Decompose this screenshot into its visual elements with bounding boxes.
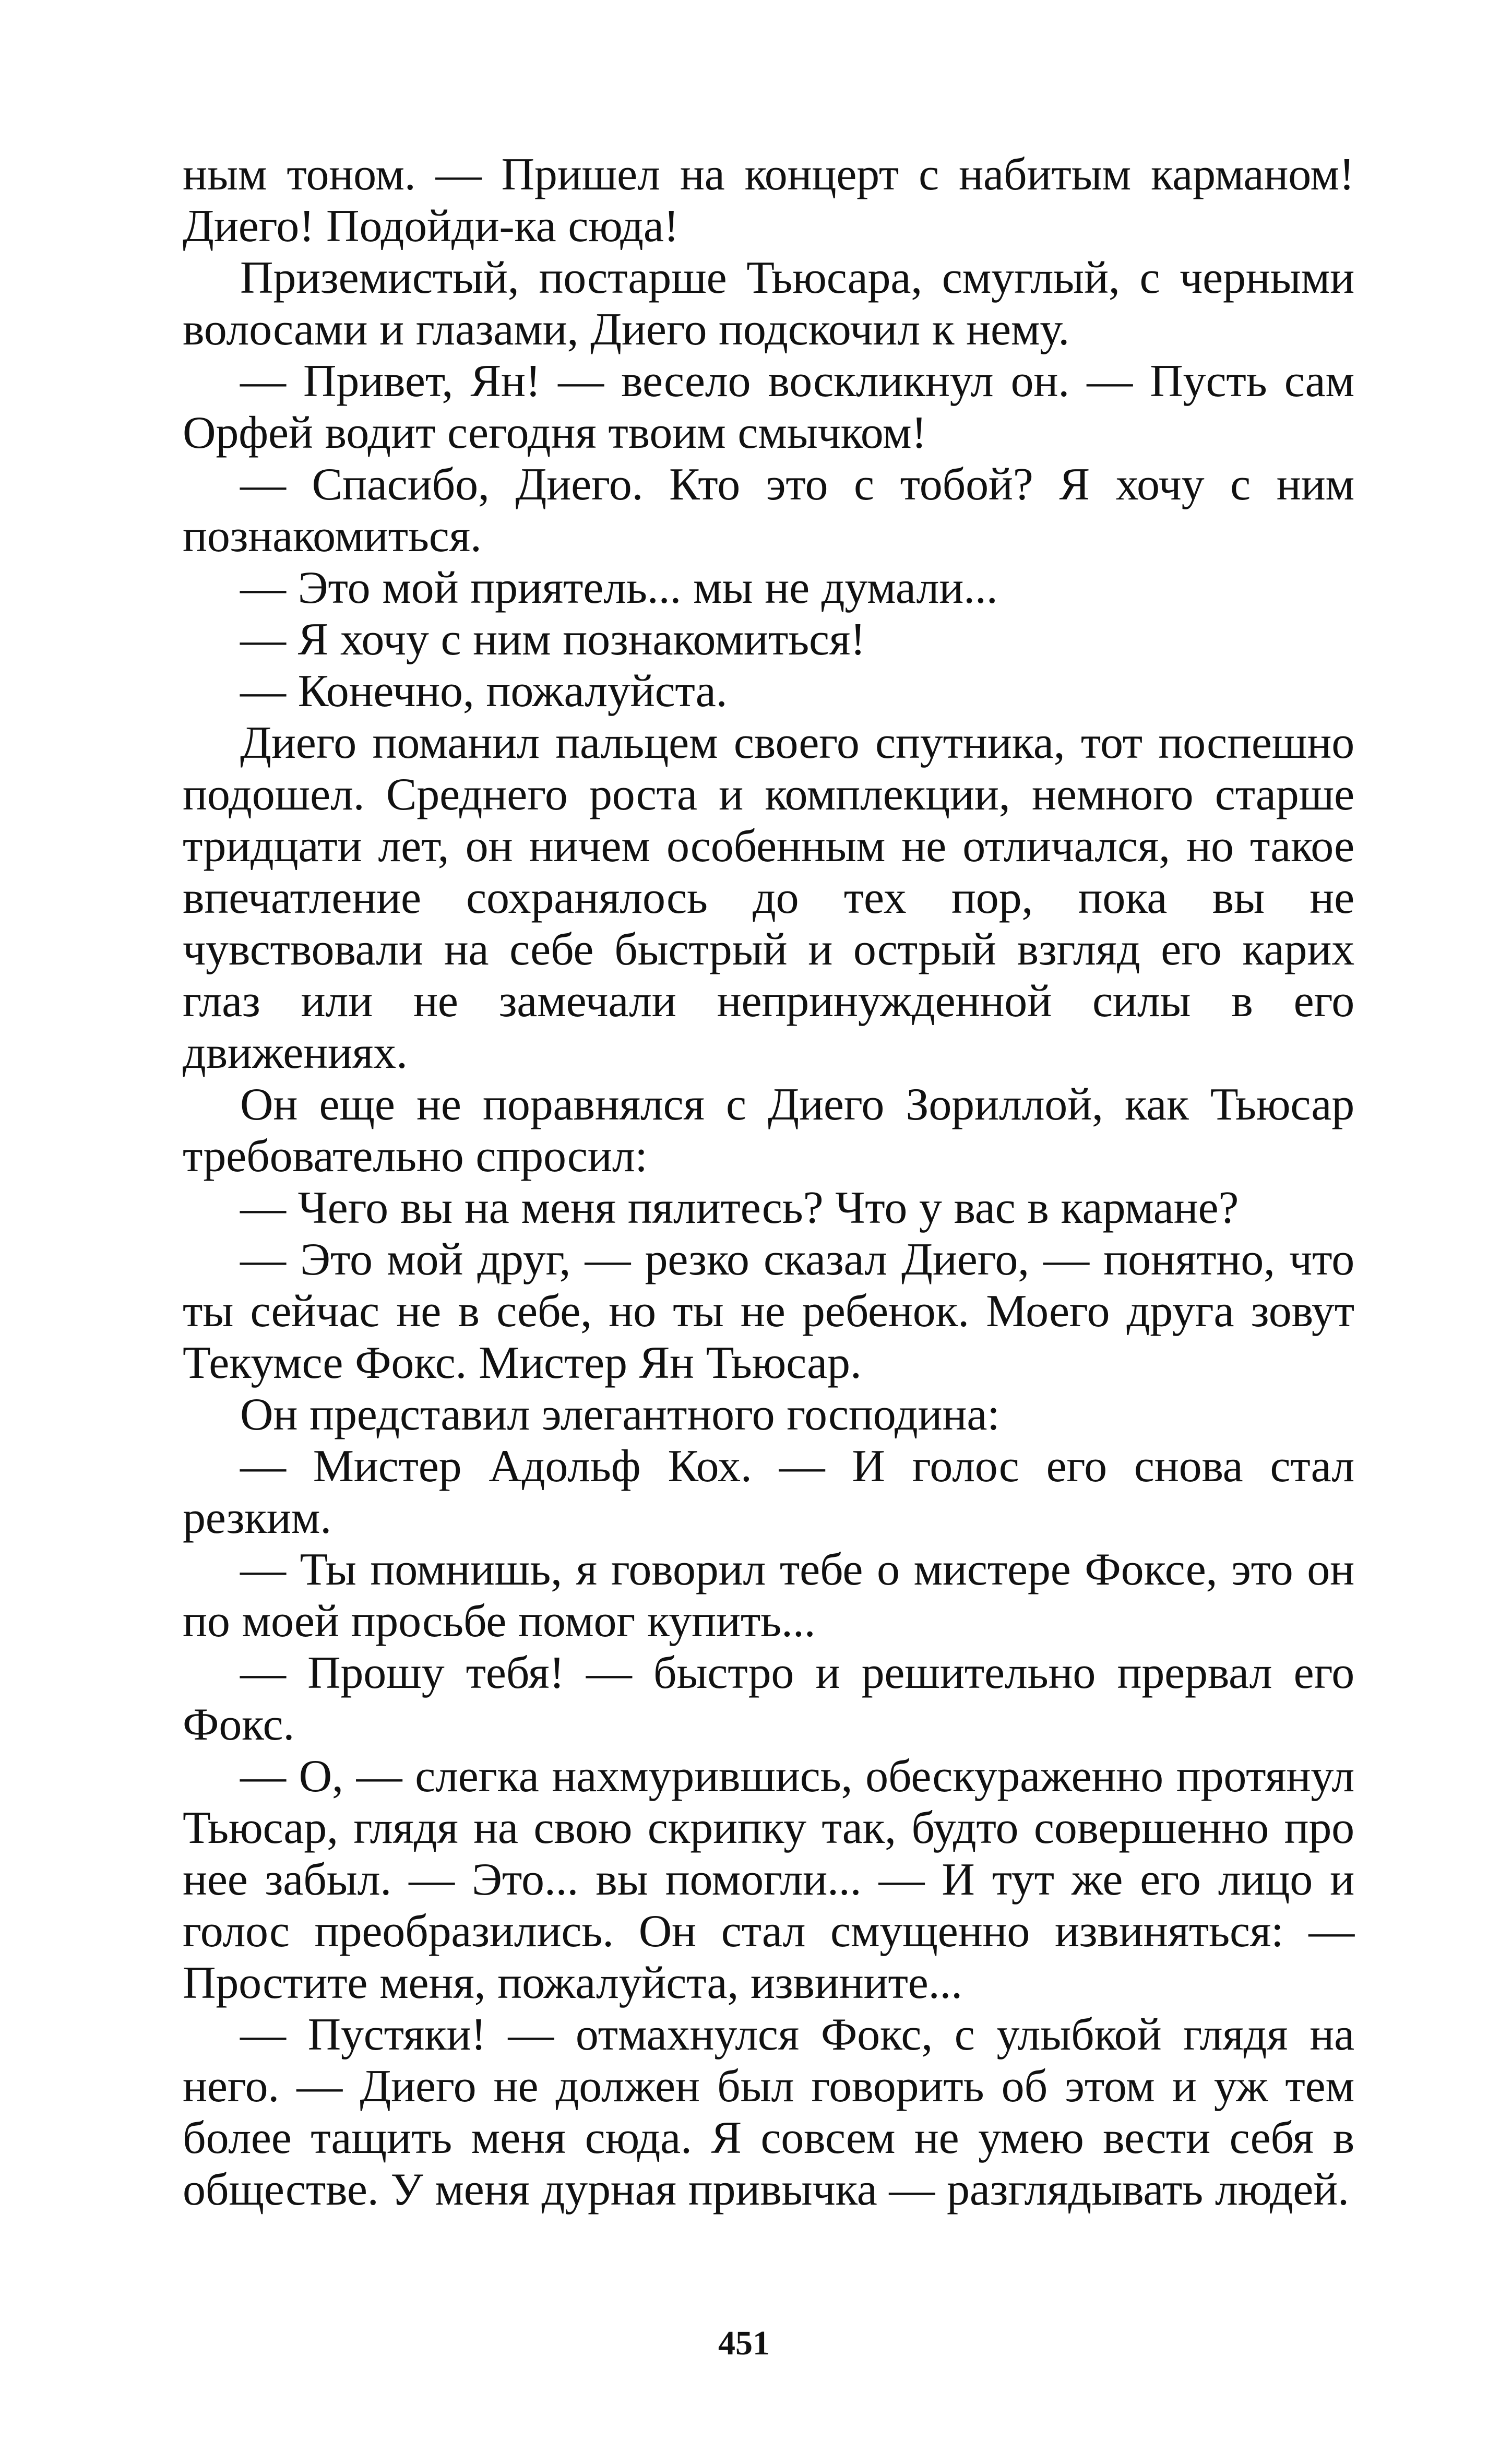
paragraph: — Ты помнишь, я говорил тебе о мистере Фоксе, это он по моей просьбе помог купить... [183,1544,1354,1647]
paragraph: — Пустяки! — отмахнулся Фокс, с улыбкой глядя на него. — Диего не должен был говорить об этом и уж тем более тащить меня сюда. Я совсем не умею вести себя в обществе. У меня дурная привычка — разглядывать людей. [183,2009,1354,2215]
text-column [183,149,1354,2216]
paragraph: Приземистый, постарше Тьюсара, смуглый, с черными волосами и глазами, Диего подскочил к нему. [183,253,1354,355]
paragraph: Он представил элегантного господина: [240,1389,1000,1440]
paragraph: — Спасибо, Диего. Кто это с тобой? Я хочу с ним познакомиться. [183,459,1354,562]
paragraph: Он еще не поравнялся с Диего Зориллой, как Тьюсар требовательно спросил: [183,1079,1354,1182]
paragraph: — Я хочу с ним познакомиться! [240,614,866,665]
paragraph: — Это мой друг, — резко сказал Диего, — понятно, что ты сейчас не в себе, но ты не ребенок. Моего друга зовут Текумсе Фокс. Мистер Ян Тьюсар. [183,1234,1354,1388]
page-number: 451 [718,2324,770,2362]
paragraph: — Это мой приятель... мы не думали... [240,563,998,613]
paragraph: — Мистер Адольф Кох. — И голос его снова стал резким. [183,1441,1354,1543]
paragraph: ным тоном. — Пришел на концерт с набитым карманом! Диего! Подойди-ка сюда! [183,149,1354,252]
paragraph: — Чего вы на меня пялитесь? Что у вас в кармане? [240,1183,1239,1233]
paragraph: Диего поманил пальцем своего спутника, тот поспешно подошел. Среднего роста и комплекции, немного старше тридцати лет, он ничем особенным не отличался, но такое впечатление сохранялось до тех пор, пока вы не чувствовали на себе быстрый и острый взгляд его карих глаз или не замечали непринужденной силы в его движениях. [183,718,1354,1078]
paragraph: — Прошу тебя! — быстро и решительно прервал его Фокс. [183,1648,1354,1750]
paragraph: — Привет, Ян! — весело воскликнул он. — Пусть сам Орфей водит сегодня твоим смычком! [183,356,1354,458]
paragraph: — О, — слегка нахмурившись, обескураженно протянул Тьюсар, глядя на свою скрипку так, будто совершенно про нее забыл. — Это... вы помогли... — И тут же его лицо и голос преобразились. Он стал смущенно извиняться: — Простите меня, пожалуйста, извините... [183,1751,1354,2008]
paragraph: — Конечно, пожалуйста. [240,666,728,717]
